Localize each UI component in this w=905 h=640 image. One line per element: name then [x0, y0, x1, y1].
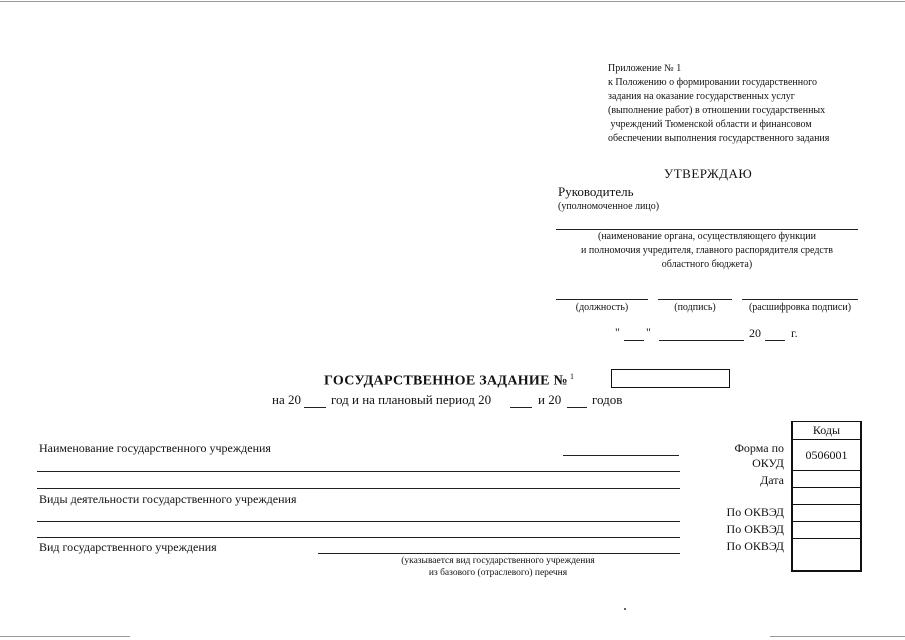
position-label: (должность) [575, 302, 629, 313]
appendix-line: (выполнение работ) в отношении государственных [608, 105, 826, 116]
okved-label-1: По ОКВЭД [726, 505, 784, 519]
signature-decode-label: (расшифровка подписи) [748, 302, 852, 313]
approval-title: УТВЕРЖДАЮ [664, 166, 753, 181]
okved-cell-2[interactable] [793, 521, 860, 538]
period-and: и 20 [538, 392, 562, 407]
signature-decode-line [742, 299, 858, 300]
org-note-line: (наименование органа, осуществляющего функции [598, 231, 816, 242]
appendix-line: учреждений Тюменской области и финансовом [608, 119, 812, 130]
kind-note-line: из базового (отраслевого) перечня [428, 568, 568, 578]
appendix-line: задания на оказание государственных услуг [608, 91, 795, 102]
task-number-box[interactable] [611, 369, 730, 388]
date-g: г. [791, 326, 798, 340]
dot-mark [624, 608, 626, 610]
institution-name-label: Наименование государственного учреждения [39, 441, 271, 455]
institution-kind-line[interactable] [318, 553, 680, 554]
period-suffix: годов [592, 392, 623, 407]
date-year-line [765, 340, 785, 341]
institution-kind-label: Вид государственного учреждения [39, 540, 217, 554]
activity-types-line-2[interactable] [37, 537, 680, 538]
date-month-line [659, 340, 744, 341]
bottom-border-left [0, 636, 130, 637]
kind-note-line: (указывается вид государственного учреждения [401, 556, 595, 566]
task-title-text: ГОСУДАРСТВЕННОЕ ЗАДАНИЕ № [324, 373, 568, 389]
okud-label-line2: ОКУД [752, 456, 784, 470]
date-cell[interactable] [793, 470, 860, 487]
okud-cell[interactable]: 0506001 [793, 439, 860, 470]
blank-cell[interactable] [793, 487, 860, 504]
head-sub: (уполномоченное лицо) [558, 201, 660, 212]
head-label: Руководитель [558, 184, 634, 199]
signature-label: (подпись) [674, 302, 716, 313]
task-footnote: 1 [569, 372, 575, 381]
okved-cell-1[interactable] [793, 504, 860, 521]
okved-cell-3[interactable] [793, 538, 860, 555]
codes-header: Коды [812, 423, 841, 437]
period-prefix: на 20 [272, 392, 301, 407]
activity-types-label: Виды деятельности государственного учреждения [39, 492, 297, 506]
appendix-line: Приложение № 1 [608, 63, 682, 74]
okved-label-2: По ОКВЭД [726, 522, 784, 536]
date-quote-close: " [646, 325, 651, 339]
task-title [324, 372, 574, 390]
activity-types-line[interactable] [37, 521, 680, 522]
date-year-prefix: 20 [749, 326, 761, 340]
org-note [552, 230, 862, 272]
org-note-line: областного бюджета) [661, 259, 753, 270]
okud-label [728, 441, 784, 471]
appendix-line: обеспечении выполнения государственного задания [608, 133, 830, 144]
institution-name-line-2[interactable] [37, 488, 680, 489]
period-year-line [304, 407, 326, 408]
okud-label-line1: Форма по [734, 441, 784, 455]
appendix-block [608, 62, 898, 146]
date-day-line [624, 340, 644, 341]
period-plan1-line [510, 407, 532, 408]
institution-name-line[interactable] [37, 471, 680, 472]
period-plan2-line [567, 407, 587, 408]
appendix-line: к Положению о формировании государственного [608, 77, 817, 88]
institution-name-line-tail[interactable] [563, 455, 679, 456]
position-line [556, 299, 648, 300]
top-border [0, 1, 905, 2]
bottom-border-right [770, 636, 905, 637]
org-note-line: и полномочия учредителя, главного распорядителя средств [581, 245, 833, 256]
signature-line [658, 299, 732, 300]
institution-kind-note [360, 555, 636, 579]
codes-table [791, 421, 862, 572]
date-code-label: Дата [760, 473, 784, 487]
okved-label-3: По ОКВЭД [726, 539, 784, 553]
date-quote-open: " [615, 325, 620, 339]
period-mid: год и на плановый период 20 [331, 392, 492, 407]
